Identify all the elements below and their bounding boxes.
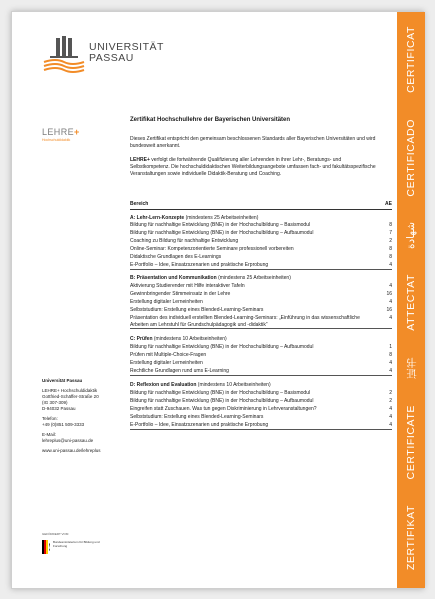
band-word: CERTIFICADO: [405, 118, 417, 197]
table-row: [130, 315, 392, 329]
table-row: [130, 299, 392, 306]
row-text: Bildung für nachhaltige Entwicklung (BNE) in der Hochschulbildung – Aufbaumodul: [130, 344, 314, 350]
table-row: [130, 254, 392, 261]
row-text: B: Präsentation und Kommunikation: [130, 275, 217, 281]
contact-line: LEHRE+ Hochschuldidaktik: [42, 388, 98, 393]
ae-value: 7: [389, 230, 392, 236]
bmbf-logo: [42, 532, 112, 548]
row-text: Selbststudium: Erstellung eines Blended-Learning-Seminars: [130, 414, 264, 420]
table-row: [130, 238, 392, 245]
row-text: C: Prüfen: [130, 336, 153, 342]
contact-org: Universität Passau: [42, 378, 83, 383]
row-text: Online-Seminar: Kompetenzorientierte Seminare professionell vorbereiten: [130, 246, 294, 252]
bmbf-text: Bundesministerium für Bildung und Forschung: [53, 540, 100, 548]
row-text: (mindestens 25 Arbeitseinheiten): [185, 215, 259, 221]
section-title: [130, 382, 271, 388]
row-text: Bildung für nachhaltige Entwicklung (BNE) in der Hochschulbildung – Aufbaumodul: [130, 230, 314, 236]
ae-value: 2: [389, 398, 392, 404]
row-text: Gewinnbringender Stimmeinsatz in der Lehre: [130, 291, 231, 297]
row-text: (mindestens 10 Arbeitseinheiten): [197, 382, 271, 388]
ae-value: 4: [389, 414, 392, 420]
table-row: [130, 406, 392, 413]
certificate-page: [11, 11, 424, 589]
row-text: A: Lehr-Lern-Konzepte: [130, 215, 185, 221]
ae-value: 8: [389, 254, 392, 260]
table-row: [130, 360, 392, 367]
row-text: Erstellung digitaler Lerneinheiten: [130, 299, 203, 305]
header-ae: AE: [385, 201, 392, 207]
contact-block: [42, 378, 122, 454]
ae-value: 4: [389, 299, 392, 305]
row-text: (mindestens 10 Arbeitseinheiten): [153, 336, 227, 342]
ae-value: 4: [389, 315, 392, 321]
band-word: ZERTIFIKAT: [405, 504, 417, 570]
row-text: Präsentation des individuell erstellten Blended-Learning-Seminars: „Einführung in das wissenschaftliche Arbeiten am Lehrstuhl für Grundschulpädagogik und -didaktik“: [130, 315, 360, 328]
ae-value: 16: [386, 307, 392, 313]
contact-line: Gottfried-Schäffer-Straße 20: [42, 394, 99, 399]
band-word: CERTIFICAT: [405, 26, 417, 93]
table-row: [130, 422, 392, 430]
university-emblem-icon: [42, 34, 86, 76]
table-row: [130, 246, 392, 253]
lehre-plus-logo: [42, 127, 102, 149]
row-text: (mindestens 25 Arbeitseinheiten): [218, 275, 291, 281]
ae-value: 4: [389, 368, 392, 374]
lehre-logo-sub: Hochschuldidaktik: [42, 138, 71, 142]
band-word: شهادة: [405, 221, 417, 249]
row-text: Bildung für nachhaltige Entwicklung (BNE) in der Hochschulbildung – Basismodul: [130, 222, 311, 228]
table-row: [130, 262, 392, 270]
table-row: [130, 222, 392, 229]
row-text: Coaching zu Bildung für nachhaltige Entwicklung: [130, 238, 239, 244]
logo-line-2: PASSAU: [89, 52, 134, 64]
section-title: [130, 275, 291, 281]
header-bereich: Bereich: [130, 201, 149, 207]
row-text: Eingreifen statt Zuschauen. Was tun gegen Diskriminierung in Lehrveranstaltungen?: [130, 406, 317, 412]
ae-value: 4: [389, 283, 392, 289]
table-row: [130, 283, 392, 290]
row-text: Bildung für nachhaltige Entwicklung (BNE) in der Hochschulbildung – Aufbaumodul: [130, 398, 314, 404]
intro-paragraph: Dieses Zertifikat entspricht den gemeinsam beschlossenen Standards aller Bayerischen Universitäten und wird bundesweit anerkannt.: [130, 136, 376, 149]
university-logo: [42, 34, 182, 82]
web-value: www.uni-passau.de/lehreplus: [42, 448, 101, 453]
lehre-logo-plus: +: [74, 127, 80, 137]
row-text: Selbststudium: Erstellung eines Blended-Learning-Seminars: [130, 307, 264, 313]
row-text: Bildung für nachhaltige Entwicklung (BNE) in der Hochschulbildung – Basismodul: [130, 390, 311, 396]
lehre-paragraph-text: verfolgt die fortwährende Qualifizierung aller Lehrenden in ihrer Lehr-, Beratungs- und Selbstkompetenz. Die hochschuldidaktischen Weiterbildungsangebote umfassen fach- und fakultätsspezifische Veranstaltungen sowie individuelle Didaktik-Beratung und Coaching.: [130, 157, 376, 177]
german-eagle-flag-icon: [42, 540, 50, 554]
band-word: ATTECTAT: [405, 274, 417, 332]
table-row: [130, 291, 392, 298]
ae-value: 8: [389, 222, 392, 228]
band-word: CERTIFICATE: [405, 404, 417, 480]
table-row: [130, 390, 392, 397]
row-text: D: Reflexion und Evaluation: [130, 382, 197, 388]
section-title: [130, 215, 258, 221]
row-text: Prüfen mit Multiple-Choice-Fragen: [130, 352, 207, 358]
ae-value: 4: [389, 262, 392, 268]
ae-value: 4: [389, 422, 392, 428]
ae-value: 1: [389, 344, 392, 350]
row-text: Didaktische Grundlagen des E-Learnings: [130, 254, 222, 260]
contact-line: D-94032 Passau: [42, 406, 76, 411]
band-word: 证书: [405, 356, 418, 380]
row-text: Aktivierung Studierender mit Hilfe interaktiver Tafeln: [130, 283, 245, 289]
table-row: [130, 352, 392, 359]
lehre-paragraph: [130, 157, 380, 178]
row-text: E-Portfolio – Idee, Einsatzszenarien und praktische Erprobung: [130, 262, 269, 268]
row-text: E-Portfolio – Idee, Einsatzszenarien und praktische Erprobung: [130, 422, 269, 428]
ae-value: 2: [389, 390, 392, 396]
logo-line-1: UNIVERSITÄT: [89, 41, 164, 53]
table-row: [130, 414, 392, 421]
phone-value: +49 (0)851 509-3333: [42, 422, 85, 427]
ae-value: 2: [389, 238, 392, 244]
ae-value: 4: [389, 360, 392, 366]
row-text: Rechtliche Grundlagen rund ums E-Learning: [130, 368, 229, 374]
table-row: [130, 368, 392, 376]
orange-side-band: [397, 12, 425, 588]
contact-line: (IG 307-309): [42, 400, 68, 405]
ae-value: 16: [386, 291, 392, 297]
section-title: [130, 336, 227, 342]
ae-value: 8: [389, 246, 392, 252]
ae-value: 4: [389, 406, 392, 412]
table-row: [130, 398, 392, 405]
certificate-title: Zertifikat Hochschullehre der Bayerischen Universitäten: [130, 117, 291, 123]
table-row: [130, 344, 392, 351]
email-label: E-Mail:: [42, 432, 57, 437]
table-row: [130, 230, 392, 237]
row-text: Erstellung digitaler Lerneinheiten: [130, 360, 203, 366]
lehre-paragraph-bold: LEHRE+: [130, 157, 150, 163]
ae-value: 8: [389, 352, 392, 358]
phone-label: Telefon:: [42, 416, 58, 421]
table-header: [130, 201, 392, 210]
lehre-logo-text: LEHRE: [42, 127, 75, 137]
email-value: lehreplus@uni-passau.de: [42, 438, 94, 443]
table-row: [130, 307, 392, 314]
bmbf-funded-label: GEFÖRDERT VOM: [42, 532, 69, 536]
